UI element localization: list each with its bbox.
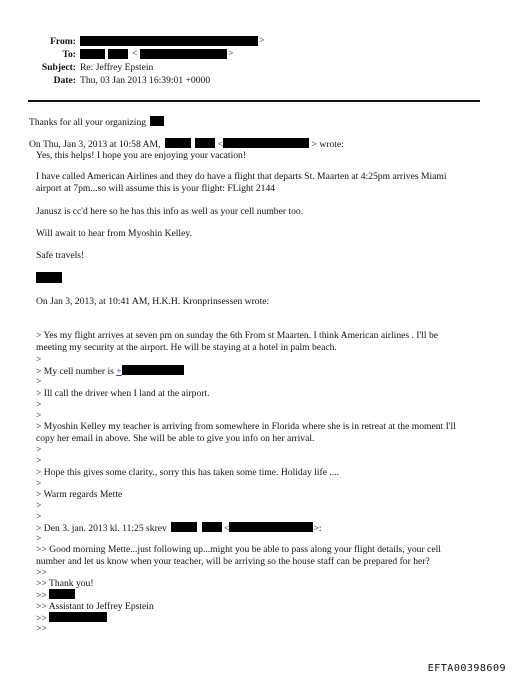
gtgt-line: >> bbox=[36, 623, 47, 634]
gt-line: > bbox=[36, 511, 42, 522]
gt-line: > bbox=[36, 500, 42, 511]
q3-line1: >> Good morning Mette...just following up...might you be able to pass along your flight details, your cell bbox=[36, 544, 441, 555]
to-redaction-3 bbox=[140, 49, 227, 59]
q3-line2: number and let us know when your teacher, will be arriving so the house staff can be prepared for her? bbox=[36, 556, 430, 567]
q3-bracket: < bbox=[224, 523, 230, 534]
quote1-redaction-1 bbox=[165, 138, 191, 148]
q1-line1: Yes, this helps! I hope you are enjoying your vacation! bbox=[36, 150, 247, 161]
q3-name-redaction bbox=[49, 589, 75, 599]
q3-intro-line bbox=[36, 522, 322, 534]
q2-cell: > My cell number is bbox=[36, 366, 114, 377]
quote1-redaction-3 bbox=[223, 138, 309, 148]
reply-text: Thanks for all your organizing bbox=[29, 117, 147, 128]
from-label: From: bbox=[50, 36, 76, 47]
subject-value: Re: Jeffrey Epstein bbox=[80, 62, 154, 73]
q2-driver: > Ill call the driver when I land at the airport. bbox=[36, 388, 210, 399]
phone-link[interactable]: + bbox=[116, 366, 122, 377]
q2-teacher1: > Myoshin Kelley my teacher is arriving from somewhere in Florida where she is in retreat at the moment I'll bbox=[36, 421, 456, 432]
quote1-intro: On Thu, Jan 3, 2013 at 10:58 AM, bbox=[29, 139, 161, 150]
quote1-intro-line bbox=[29, 138, 344, 150]
from-bracket: > bbox=[259, 35, 265, 46]
signature-redaction bbox=[36, 272, 62, 283]
q3-redaction-3 bbox=[229, 522, 313, 532]
q3-end: >: bbox=[313, 523, 322, 534]
q1-line2: I have called American Airlines and they do have a flight that departs St. Maarten at 4:25pm arrives Miami bbox=[36, 171, 447, 182]
q3-email-redaction bbox=[49, 612, 107, 622]
gtgt-prefix: >> bbox=[36, 590, 47, 601]
q3-redaction-2 bbox=[202, 522, 222, 532]
q1-line3: airport at 7pm...so will assume this is your flight: FLight 2144 bbox=[36, 183, 276, 194]
date-value: Thu, 03 Jan 2013 16:39:01 +0000 bbox=[80, 75, 211, 86]
gtgt-prefix: >> bbox=[36, 613, 47, 624]
gt-line: > bbox=[36, 533, 42, 544]
q3-thanks: >> Thank you! bbox=[36, 578, 94, 589]
q2-teacher2: copy her email in above. She will be able to give you info on her arrival. bbox=[36, 433, 315, 444]
quote1-bracket: < bbox=[217, 139, 224, 150]
q2-cell-line bbox=[36, 365, 184, 377]
q1-line4: Janusz is cc'd here so he has this info as well as your cell number too. bbox=[36, 206, 304, 217]
gt-line: > bbox=[36, 410, 42, 421]
q3-assistant: >> Assistant to Jeffrey Epstein bbox=[36, 601, 154, 612]
to-bracket-open: < bbox=[132, 48, 138, 59]
phone-redaction bbox=[122, 365, 184, 375]
header-divider bbox=[28, 100, 480, 102]
reply-line bbox=[29, 116, 164, 128]
to-label: To: bbox=[62, 49, 76, 60]
to-bracket-close: > bbox=[228, 48, 234, 59]
quote1-wrote: > wrote: bbox=[311, 139, 344, 150]
quote2-intro: On Jan 3, 2013, at 10:41 AM, H.K.H. Kronprinsessen wrote: bbox=[36, 296, 270, 307]
gt-line: > bbox=[36, 376, 42, 387]
q2-line2: meeting my security at the airport. He will be staying at a hotel in palm beach. bbox=[36, 342, 337, 353]
q1-line5: Will await to hear from Myoshin Kelley. bbox=[36, 228, 192, 239]
to-redaction-2 bbox=[108, 49, 128, 59]
q1-line6: Safe travels! bbox=[36, 250, 85, 261]
gt-line: > bbox=[36, 478, 42, 489]
q2-regards: > Warm regards Mette bbox=[36, 489, 123, 500]
gtgt-line: >> bbox=[36, 567, 47, 578]
gt-line: > bbox=[36, 399, 42, 410]
from-redaction bbox=[80, 36, 258, 46]
gt-line: > bbox=[36, 354, 42, 365]
q2-line1: > Yes my flight arrives at seven pm on sunday the 6th From st Maarten. I think American airlines . I'll be bbox=[36, 330, 439, 341]
subject-label: Subject: bbox=[41, 62, 76, 73]
gt-line: > bbox=[36, 455, 42, 466]
gt-line: > bbox=[36, 444, 42, 455]
q3-redaction-1 bbox=[171, 522, 197, 532]
quote1-redaction-2 bbox=[195, 138, 215, 148]
reply-redaction bbox=[150, 116, 164, 126]
q3-redacted-line bbox=[36, 589, 75, 601]
bates-number: EFTA00398609 bbox=[427, 663, 506, 674]
to-redaction-1 bbox=[80, 49, 105, 59]
date-label: Date: bbox=[53, 75, 76, 86]
q3-intro: > Den 3. jan. 2013 kl. 11:25 skrev bbox=[36, 523, 167, 534]
q2-hope: > Hope this gives some clarity., sorry this has taken some time. Holiday life .... bbox=[36, 467, 339, 478]
